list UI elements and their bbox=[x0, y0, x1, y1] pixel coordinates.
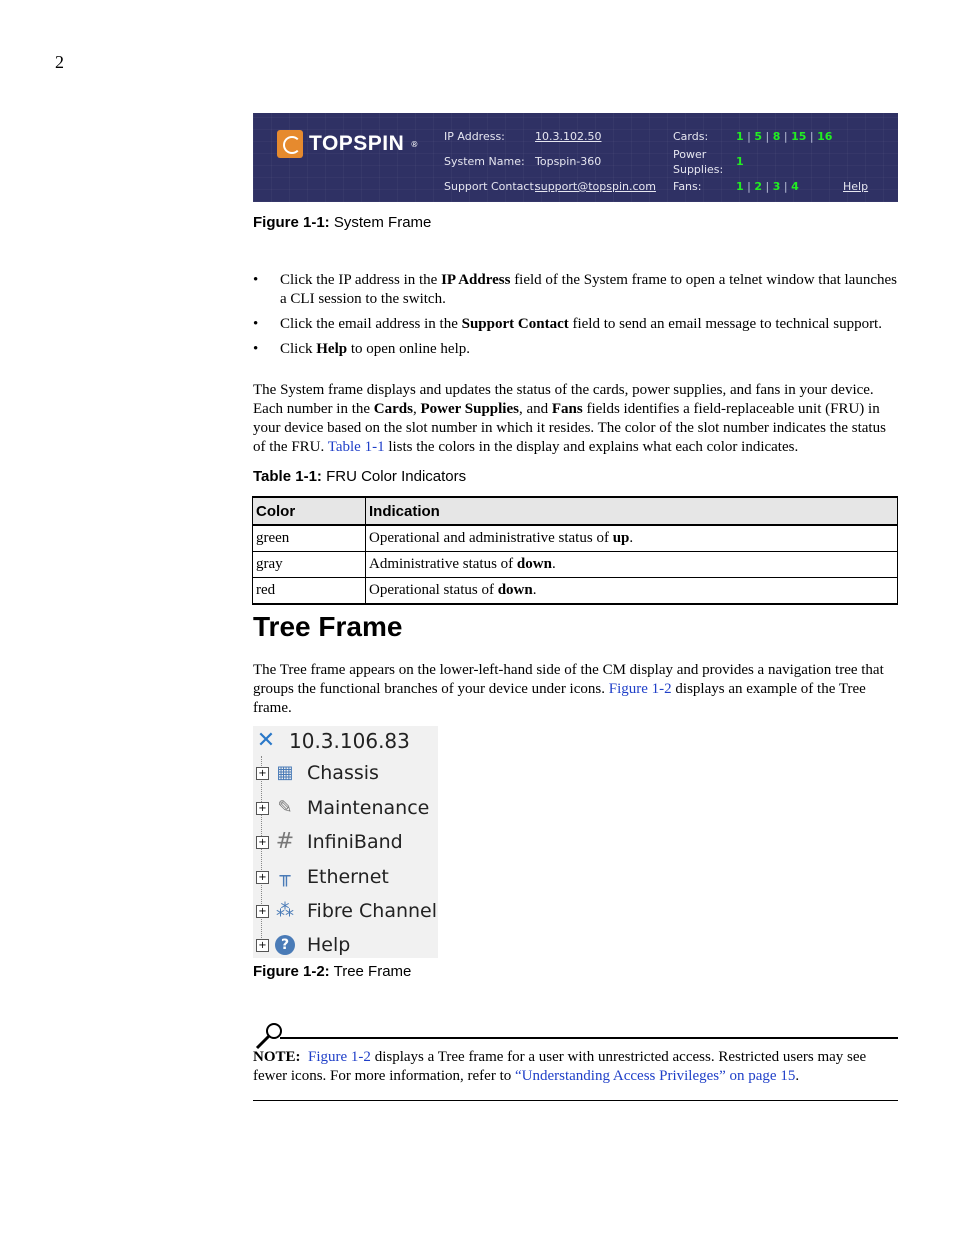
expand-icon[interactable]: + bbox=[256, 905, 269, 918]
tree-item-help[interactable] bbox=[256, 932, 350, 958]
chassis-icon: ▦ bbox=[276, 762, 294, 783]
support-contact-label: Support Contact: bbox=[444, 180, 538, 193]
expand-icon[interactable]: + bbox=[256, 871, 269, 884]
tree-item-infiniband[interactable] bbox=[256, 829, 403, 855]
tree-frame-figure bbox=[253, 726, 438, 958]
fans-slots: 1 | 2 | 3 | 4 bbox=[736, 180, 799, 193]
note-label: NOTE: bbox=[253, 1049, 301, 1065]
tree-root[interactable] bbox=[253, 728, 410, 754]
table-row bbox=[253, 525, 898, 552]
topspin-logo-icon bbox=[277, 130, 303, 158]
support-contact-link[interactable]: support@topspin.com bbox=[535, 180, 656, 193]
figure-2-label: Figure 1-2: bbox=[253, 963, 330, 980]
figure-1-title: System Frame bbox=[333, 214, 432, 231]
page-number: 2 bbox=[55, 52, 64, 72]
table-header: Color bbox=[253, 497, 366, 525]
system-name-label: System Name: bbox=[444, 155, 525, 168]
tree-item-maintenance[interactable] bbox=[256, 795, 429, 821]
topspin-logo: TOPSPIN ® bbox=[277, 130, 418, 158]
table-header: Indication bbox=[366, 497, 898, 525]
indication-cell: Administrative status of down. bbox=[366, 552, 898, 578]
table-row bbox=[253, 552, 898, 578]
note-block: NOTE: Figure 1-2 displays a Tree frame for a user with unrestricted access. Restricted users may see fewer icons. For more information, refer to “Understanding Access Privileges” on page 15. bbox=[253, 1049, 867, 1084]
tree-intro-paragraph: The Tree frame appears on the lower-left-hand side of the CM display and provides a navigation tree that groups the functional branches of your device under icons. Figure 1-2 displays an example of the Tree frame. bbox=[253, 662, 884, 716]
figure-2-caption bbox=[253, 963, 411, 980]
card-slot[interactable]: 5 bbox=[754, 130, 763, 143]
list-item: • Click Help to open online help. bbox=[253, 341, 470, 357]
indication-cell: Operational and administrative status of up. bbox=[366, 525, 898, 552]
tree-item-label: Help bbox=[307, 934, 351, 956]
tree-item-label: Ethernet bbox=[307, 866, 389, 888]
list-item: • Click the email address in the Support Contact field to send an email message to technical support. bbox=[253, 316, 882, 332]
note-bottom-rule bbox=[253, 1100, 898, 1101]
system-frame-banner bbox=[253, 113, 898, 202]
logo-text: TOPSPIN bbox=[309, 132, 405, 155]
fan-slot[interactable]: 3 bbox=[772, 180, 781, 193]
list-item: • Click the IP address in the IP Address field of the System frame to open a telnet window that launches a CLI session to the switch. bbox=[253, 272, 897, 307]
tree-item-label: Fibre Channel bbox=[307, 900, 438, 922]
fru-color-table bbox=[252, 496, 898, 605]
color-cell: gray bbox=[253, 552, 366, 578]
card-slot[interactable]: 8 bbox=[772, 130, 781, 143]
figure-2-title: Tree Frame bbox=[333, 963, 412, 980]
tree-item-label: Chassis bbox=[307, 762, 379, 784]
indication-cell: Operational status of down. bbox=[366, 578, 898, 605]
tree-item-ethernet[interactable] bbox=[256, 864, 389, 890]
table-1-caption bbox=[253, 468, 466, 485]
expand-icon[interactable]: + bbox=[256, 767, 269, 780]
tree-item-fibre-channel[interactable] bbox=[256, 898, 437, 924]
network-node-icon: ✕ bbox=[256, 728, 276, 753]
expand-icon[interactable]: + bbox=[256, 802, 269, 815]
fan-slot[interactable]: 1 bbox=[736, 180, 744, 193]
tree-item-chassis[interactable] bbox=[256, 760, 379, 786]
card-slot[interactable]: 1 bbox=[736, 130, 744, 143]
system-name-value: Topspin-360 bbox=[535, 155, 602, 168]
tree-root-label: 10.3.106.83 bbox=[289, 729, 410, 753]
fibre-channel-icon: ⁂ bbox=[276, 900, 294, 921]
hash-icon: # bbox=[275, 829, 295, 854]
note-top-rule bbox=[280, 1037, 898, 1039]
power-slot[interactable]: 1 bbox=[736, 155, 744, 168]
figure-1-label: Figure 1-1: bbox=[253, 214, 330, 231]
figure-1-2-link[interactable]: Figure 1-2 bbox=[308, 1049, 371, 1065]
fan-slot[interactable]: 4 bbox=[791, 180, 799, 193]
table-1-label: Table 1-1: bbox=[253, 468, 322, 485]
card-slot[interactable]: 16 bbox=[817, 130, 833, 143]
table-1-1-link[interactable]: Table 1-1 bbox=[327, 439, 385, 455]
power-supplies-label-line2: Supplies: bbox=[673, 163, 724, 176]
cards-label: Cards: bbox=[673, 130, 709, 143]
tree-item-label: InfiniBand bbox=[307, 831, 403, 853]
help-link[interactable]: Help bbox=[843, 180, 869, 193]
access-privileges-link[interactable]: “Understanding Access Privileges” on page 15 bbox=[515, 1068, 796, 1084]
fru-paragraph: The System frame displays and updates the status of the cards, power supplies, and fans in your device. Each number in the Cards, Power Supplies, and Fans fields identifies a field-replaceable unit (FRU) in your device based on the slot number in which it resides. The color of the slot number indicates the status of the FRU. Table 1-1 lists the colors in the display and explains what each color indicates. bbox=[253, 382, 886, 455]
table-row bbox=[253, 578, 898, 605]
section-heading: Tree Frame bbox=[253, 611, 403, 642]
ethernet-icon: ╥ bbox=[279, 866, 291, 887]
ip-address-link[interactable]: 10.3.102.50 bbox=[535, 130, 602, 143]
fans-label: Fans: bbox=[673, 180, 702, 193]
cards-slots: 1 | 5 | 8 | 15 | 16 bbox=[736, 130, 833, 143]
tree-item-label: Maintenance bbox=[307, 797, 430, 819]
bullet-list bbox=[253, 271, 898, 365]
help-icon: ? bbox=[272, 932, 298, 958]
expand-icon[interactable]: + bbox=[256, 836, 269, 849]
color-cell: red bbox=[253, 578, 366, 605]
wrench-icon: ✎ bbox=[277, 797, 293, 818]
card-slot[interactable]: 15 bbox=[791, 130, 807, 143]
figure-1-2-link[interactable]: Figure 1-2 bbox=[608, 681, 672, 697]
power-slots bbox=[736, 155, 744, 168]
magnifier-icon bbox=[255, 1022, 283, 1050]
figure-1-caption bbox=[253, 214, 431, 231]
ip-address-label: IP Address: bbox=[444, 130, 505, 143]
fan-slot[interactable]: 2 bbox=[754, 180, 763, 193]
color-cell: green bbox=[253, 525, 366, 552]
power-supplies-label-line1: Power bbox=[673, 148, 707, 161]
table-1-title: FRU Color Indicators bbox=[326, 468, 467, 485]
expand-icon[interactable]: + bbox=[256, 939, 269, 952]
